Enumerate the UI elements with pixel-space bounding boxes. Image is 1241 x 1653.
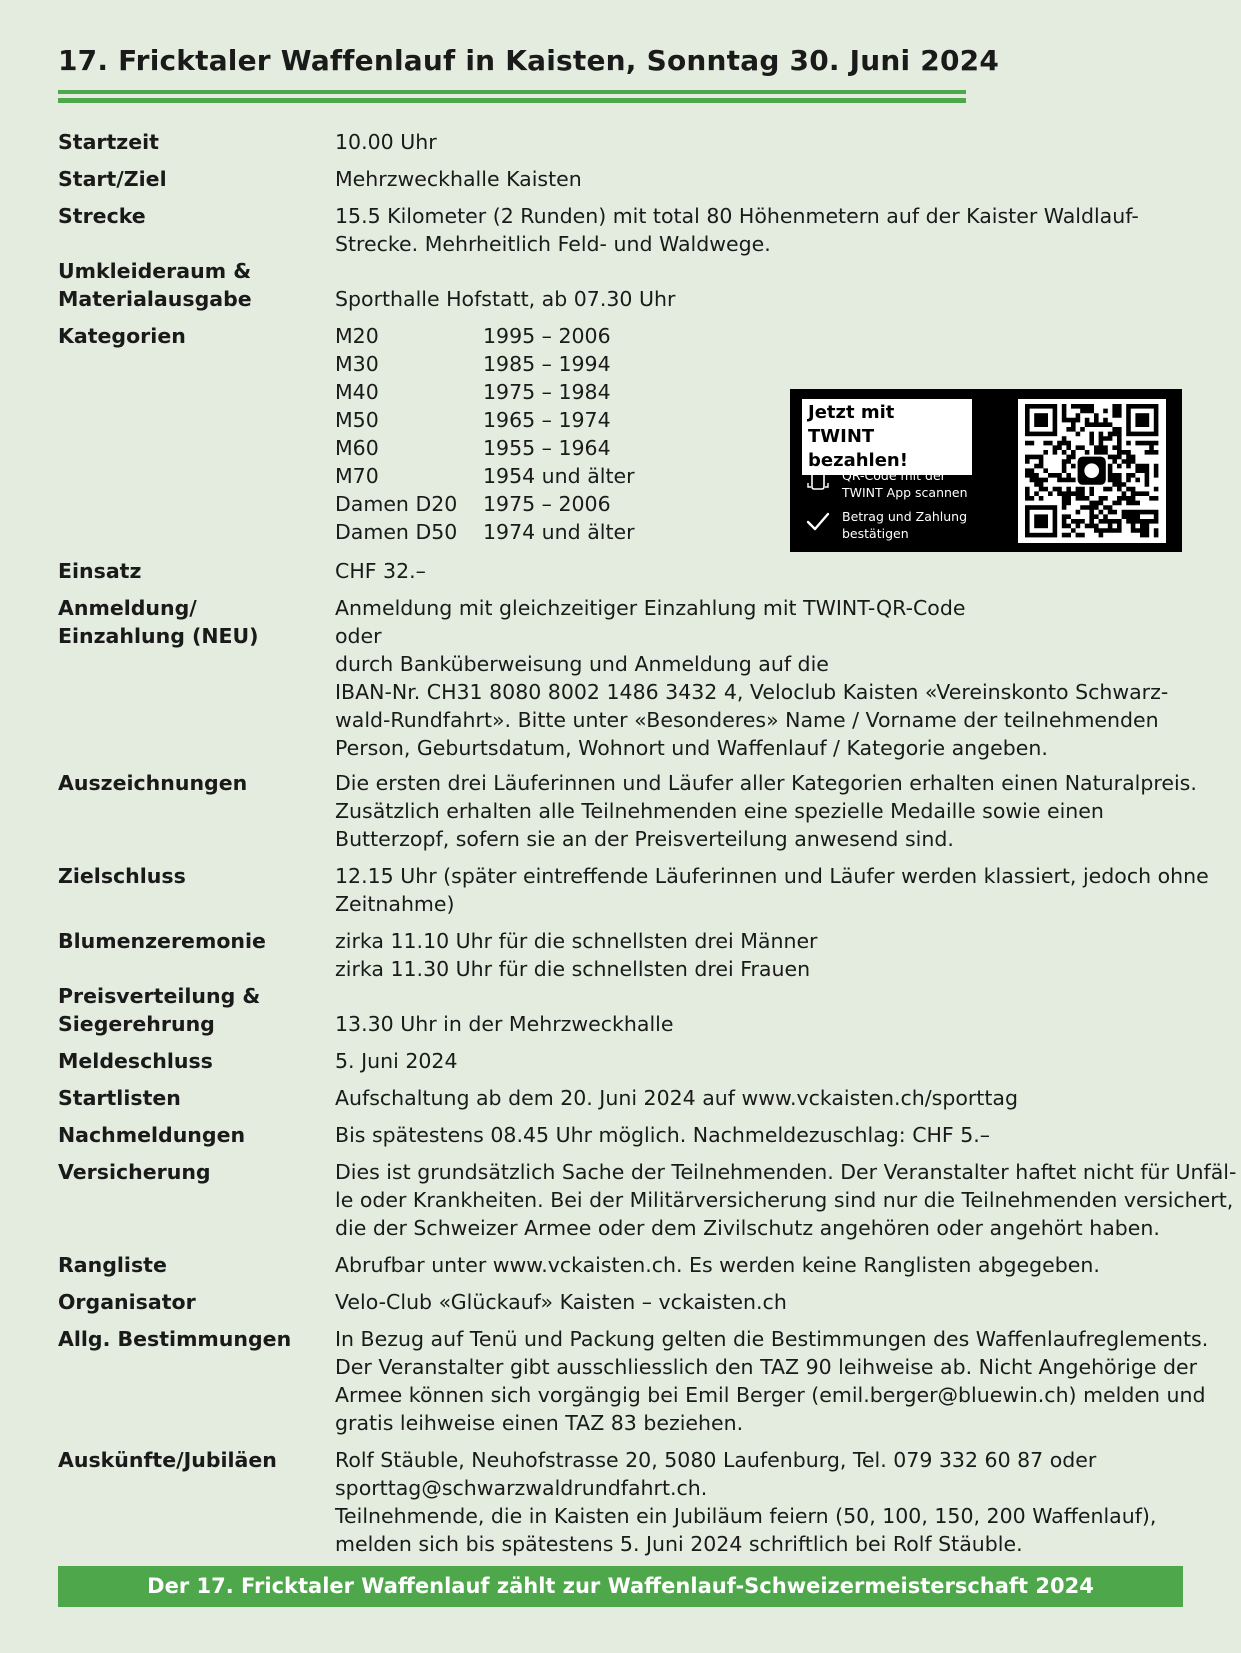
row-label: Umkleideraum & Materialausgabe: [58, 259, 252, 311]
row-value: 13.30 Uhr in der Mehrzweckhalle: [335, 1012, 674, 1036]
row-label: Auszeichnungen: [58, 771, 248, 795]
row-label: Versicherung: [58, 1160, 211, 1184]
row-value: Bis spätestens 08.45 Uhr möglich. Nachmeldezuschlag: CHF 5.–: [335, 1123, 991, 1147]
row-label: Allg. Bestimmungen: [58, 1327, 292, 1351]
category-row: M50 1965 – 1974: [335, 408, 611, 432]
row-value: zirka 11.10 Uhr für die schnellsten drei Männer zirka 11.30 Uhr für die schnellsten drei Frauen: [335, 929, 818, 981]
row-label: Nachmeldungen: [58, 1123, 246, 1147]
row-label: Meldeschluss: [58, 1049, 213, 1073]
qr-code-icon[interactable]: [1018, 399, 1166, 543]
row-label: Blumenzeremonie: [58, 929, 266, 953]
category-row: Damen D20 1975 – 2006: [335, 492, 611, 516]
row-value: Dies ist grundsätzlich Sache der Teilnehmenden. Der Veranstalter haftet nicht für Unfäl- le oder Krankheiten. Bei der Militärversicherung sind nur die Teilnehmenden versichert, die der Schweizer Armee oder dem Zivilschutz angehören oder angehört haben.: [335, 1160, 1237, 1240]
row-value: In Bezug auf Tenü und Packung gelten die Bestimmungen des Waffenlaufreglements. Der Veranstalter gibt ausschliesslich den TAZ 90 leihweise ab. Nicht Angehörige der Armee können sich vorgängig bei Emil Berger (emil.berger@bluewin.ch) melden und gratis leihweise einen TAZ 83 beziehen.: [335, 1327, 1209, 1435]
row-label: Strecke: [58, 204, 146, 228]
row-label: Einsatz: [58, 559, 142, 583]
row-label: Rangliste: [58, 1253, 167, 1277]
row-value: 10.00 Uhr: [335, 130, 437, 154]
category-row: M20 1995 – 2006: [335, 324, 611, 348]
twint-step-scan: QR-Code mit der TWINT App scannen: [842, 468, 968, 500]
title-underline-top: [58, 90, 966, 94]
row-label: Kategorien: [58, 324, 186, 348]
row-label: Auskünfte/Jubiläen: [58, 1448, 277, 1472]
row-label: Startzeit: [58, 130, 159, 154]
row-value: 12.15 Uhr (später eintreffende Läuferinnen und Läufer werden klassiert, jedoch ohne Zeitnahme): [335, 864, 1209, 916]
title-underline-bottom: [58, 98, 966, 103]
twint-headline: Jetzt mit TWINT bezahlen!: [802, 399, 972, 475]
row-value: Aufschaltung ab dem 20. Juni 2024 auf www.vckaisten.ch/sporttag: [335, 1086, 1018, 1110]
row-value: Mehrzweckhalle Kaisten: [335, 167, 582, 191]
row-value: Velo-Club «Glückauf» Kaisten – vckaisten.ch: [335, 1290, 787, 1314]
row-value: CHF 32.–: [335, 559, 426, 583]
category-row: Damen D50 1974 und älter: [335, 520, 635, 544]
row-label: Preisverteilung & Siegerehrung: [58, 984, 261, 1036]
twint-payment-box: [790, 389, 1182, 552]
row-value: Rolf Stäuble, Neuhofstrasse 20, 5080 Laufenburg, Tel. 079 332 60 87 oder sporttag@schwarzwaldrundfahrt.ch. Teilnehmende, die in Kaisten ein Jubiläum feiern (50, 100, 150, 200 Waffenlauf), melden sich bis spätestens 5. Juni 2024 schriftlich bei Rolf Stäuble.: [335, 1448, 1157, 1556]
category-row: M70 1954 und älter: [335, 464, 635, 488]
row-label: Start/Ziel: [58, 167, 167, 191]
row-value: 5. Juni 2024: [335, 1049, 458, 1073]
row-label: Anmeldung/ Einzahlung (NEU): [58, 596, 259, 648]
row-value: Die ersten drei Läuferinnen und Läufer aller Kategorien erhalten einen Naturalpreis. Zusätzlich erhalten alle Teilnehmenden eine spezielle Medaille sowie einen Butterzopf, sofern sie an der Preisverteilung anwesend sind.: [335, 771, 1197, 851]
row-value: Abrufbar unter www.vckaisten.ch. Es werden keine Ranglisten abgegeben.: [335, 1253, 1100, 1277]
category-row: M30 1985 – 1994: [335, 352, 611, 376]
phone-scan-icon: [804, 465, 832, 493]
twint-step-confirm: Betrag und Zahlung bestätigen: [842, 509, 968, 541]
checkmark-icon: [804, 507, 832, 535]
row-label: Startlisten: [58, 1086, 181, 1110]
footer-banner: Der 17. Fricktaler Waffenlauf zählt zur Waffenlauf-Schweizermeisterschaft 2024: [58, 1566, 1183, 1607]
row-value: Sporthalle Hofstatt, ab 07.30 Uhr: [335, 287, 676, 311]
category-row: M40 1975 – 1984: [335, 380, 611, 404]
row-value: 15.5 Kilometer (2 Runden) mit total 80 Höhenmetern auf der Kaister Waldlauf- Strecke. Mehrheitlich Feld- und Waldwege.: [335, 204, 1139, 256]
page-title: 17. Fricktaler Waffenlauf in Kaisten, Sonntag 30. Juni 2024: [58, 44, 1000, 77]
row-label: Zielschluss: [58, 864, 186, 888]
qr-code-graphic: [1018, 399, 1166, 543]
row-label: Organisator: [58, 1290, 196, 1314]
category-row: M60 1955 – 1964: [335, 436, 611, 460]
row-value: Anmeldung mit gleichzeitiger Einzahlung mit TWINT-QR-Code oder durch Banküberweisung und Anmeldung auf die IBAN-Nr. CH31 8080 8002 1486 3432 4, Veloclub Kaisten «Vereinskonto Schwarz- wald-Rundfahrt». Bitte unter «Besonderes» Name / Vorname der teilnehmenden Person, Geburtsdatum, Wohnort und Waffenlauf / Kategorie angeben.: [335, 596, 1169, 760]
